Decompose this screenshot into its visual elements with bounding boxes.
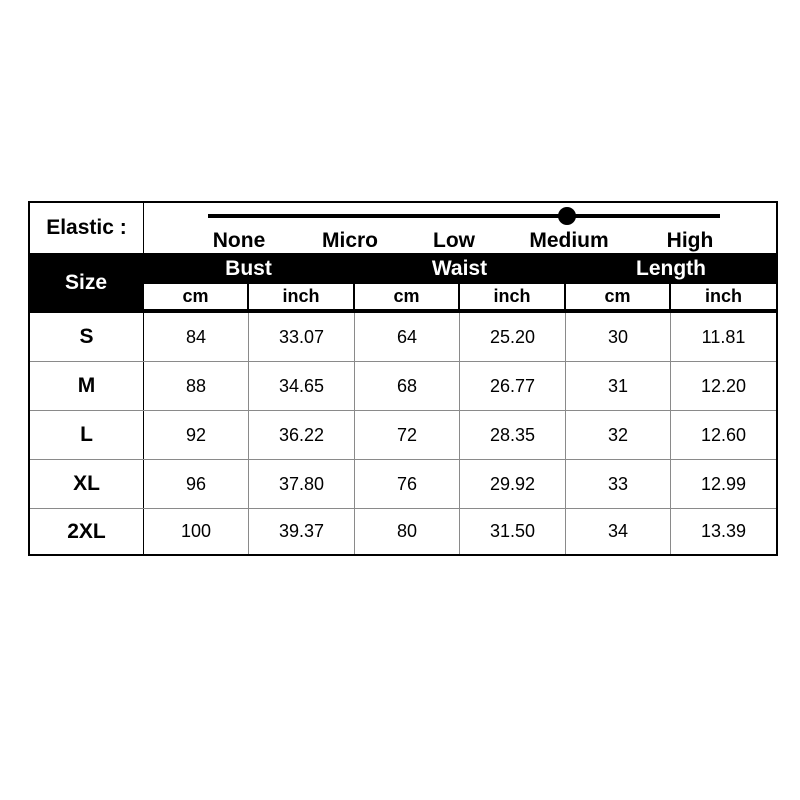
length-cm-cell: 34 [566, 509, 671, 554]
length-inch-cell: 12.99 [700, 473, 747, 494]
size-cell: XL [30, 460, 144, 508]
table-row [30, 313, 776, 362]
table-row [30, 509, 776, 554]
size-chart-table [28, 201, 778, 556]
waist-inch-cell: 28.35 [460, 411, 566, 459]
table-row [30, 362, 776, 411]
size-cell: L [30, 411, 144, 459]
elasticity-row [30, 203, 776, 255]
length-inch-cell: 11.81 [701, 326, 746, 347]
waist-cm-cell: 80 [355, 509, 460, 554]
bust-cm-unit-header: cm [144, 284, 247, 309]
bust-cm-cell: 100 [144, 509, 249, 554]
size-cell: M [30, 362, 144, 410]
bust-cm-cell: 96 [144, 460, 249, 508]
bust-inch-cell: 34.65 [249, 362, 355, 410]
bust-inch-cell: 37.80 [249, 460, 355, 508]
bust-cm-cell: 84 [144, 313, 249, 361]
waist-cm-cell: 68 [355, 362, 460, 410]
waist-inch-cell: 25.20 [460, 313, 566, 361]
waist-inch-cell: 26.77 [460, 362, 566, 410]
elasticity-scale [144, 203, 776, 253]
elasticity-level-high: High [666, 229, 714, 252]
waist-cm-cell: 76 [355, 460, 460, 508]
elastic-label: Elastic : [30, 203, 144, 253]
bust-inch-cell: 36.22 [249, 411, 355, 459]
bust-inch-cell: 39.37 [249, 509, 355, 554]
length-inch-cell: 12.60 [700, 424, 747, 445]
table-row [30, 460, 776, 509]
bust-cm-cell: 88 [144, 362, 249, 410]
length-cm-cell: 30 [566, 313, 671, 361]
bust-inch-unit-header: inch [249, 284, 353, 309]
bust-inch-cell: 33.07 [249, 313, 355, 361]
table-body [30, 311, 776, 554]
waist-cm-unit-header: cm [355, 284, 458, 309]
waist-inch-cell: 29.92 [460, 460, 566, 508]
length-column-header: Length [636, 257, 706, 280]
bust-column-header: Bust [225, 257, 272, 280]
elasticity-marker-dot [558, 207, 576, 225]
size-column-header: Size [64, 271, 108, 294]
table-row [30, 411, 776, 460]
length-cm-cell: 33 [566, 460, 671, 508]
waist-cm-cell: 64 [355, 313, 460, 361]
waist-inch-cell: 31.50 [460, 509, 566, 554]
waist-column-header: Waist [431, 257, 488, 280]
elasticity-level-none: None [212, 229, 266, 252]
length-inch-cell: 12.20 [700, 375, 747, 396]
size-cell: 2XL [30, 509, 144, 554]
elasticity-level-medium: Medium [529, 229, 609, 252]
elasticity-level-low: Low [433, 229, 475, 252]
length-cm-unit-header: cm [566, 284, 669, 309]
length-inch-cell: 13.39 [700, 521, 747, 541]
elasticity-scale-line [208, 214, 720, 218]
length-inch-unit-header: inch [671, 284, 776, 309]
waist-cm-cell: 72 [355, 411, 460, 459]
length-cm-cell: 32 [566, 411, 671, 459]
elasticity-level-micro: Micro [321, 229, 379, 252]
waist-inch-unit-header: inch [460, 284, 564, 309]
bust-cm-cell: 92 [144, 411, 249, 459]
table-header [30, 255, 776, 311]
size-cell: S [30, 313, 144, 361]
length-cm-cell: 31 [566, 362, 671, 410]
